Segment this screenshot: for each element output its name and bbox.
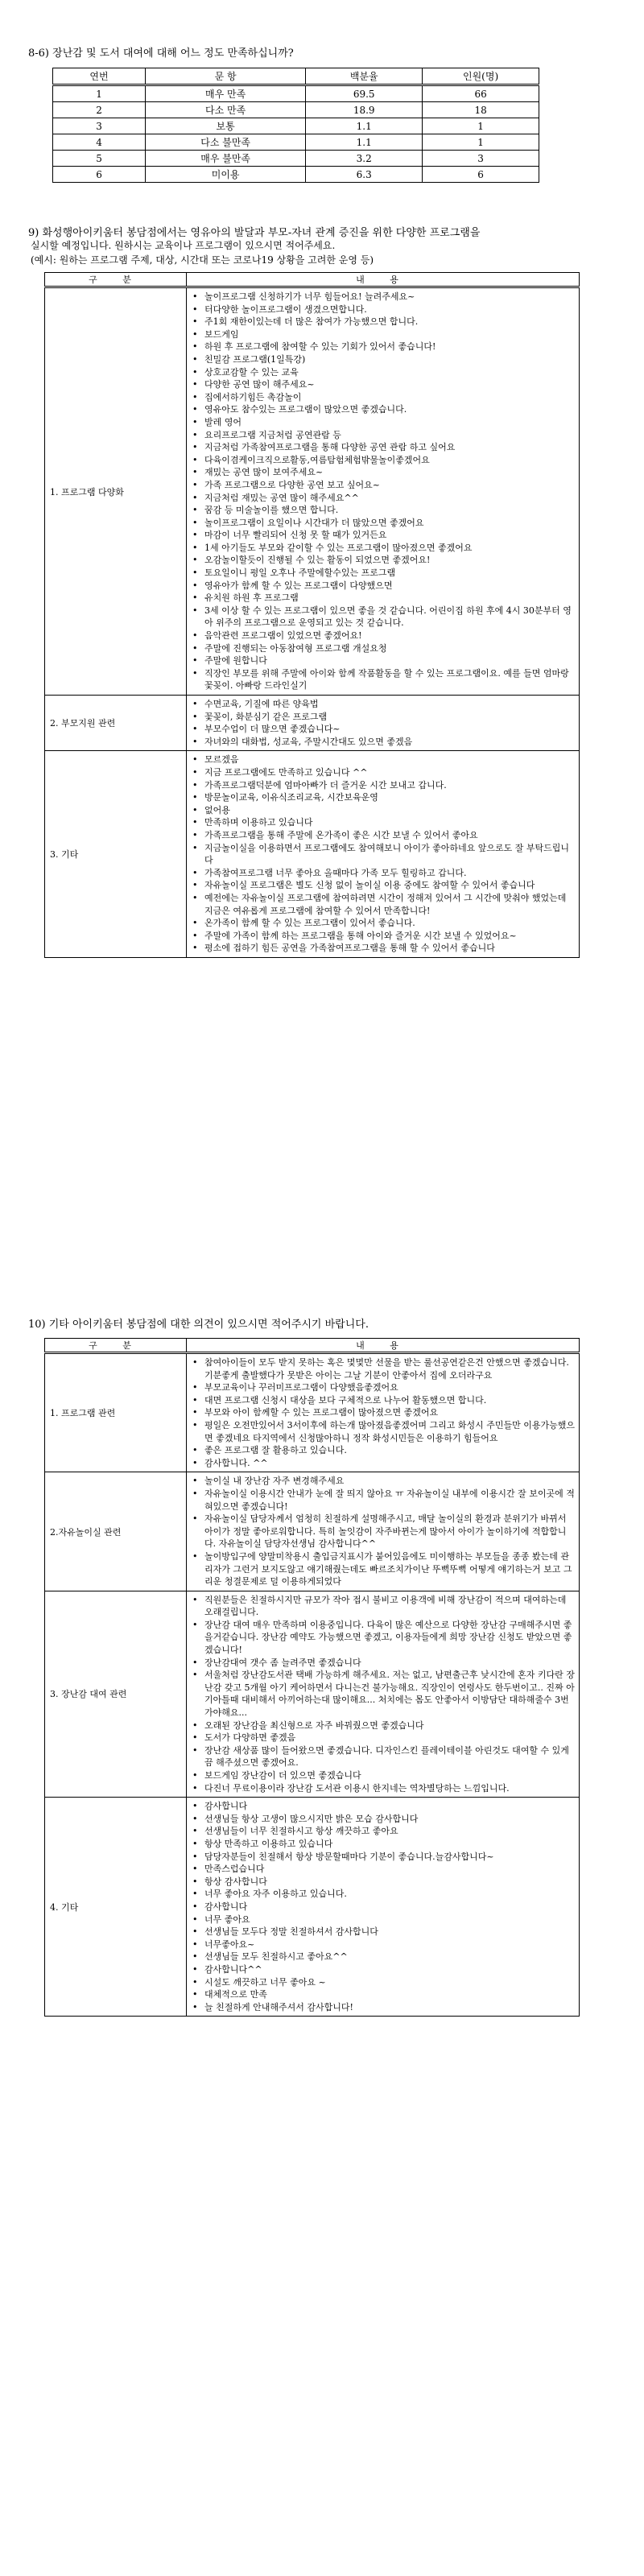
table-row — [45, 287, 580, 696]
col-header-content: 내 용 — [187, 273, 580, 287]
cell-percent: 69.5 — [306, 85, 423, 102]
list-item: • 보드게임 — [201, 328, 576, 341]
table-row — [53, 134, 539, 151]
list-item: • 선생님들이 너무 친절하시고 항상 깨끗하고 좋아요 — [201, 1825, 576, 1838]
list-item: • 영유아가 함께 할 수 있는 프로그램이 다양했으면 — [201, 580, 576, 592]
response-list — [190, 753, 576, 955]
list-item: • 재밌는 공연 많이 보여주세요~ — [201, 466, 576, 479]
list-item: • 대체적으로 만족 — [201, 1988, 576, 2001]
content-cell — [187, 1591, 580, 1798]
list-item: • 가족참여프로그램 너무 좋아요 올때마다 가족 모두 힐링하고 갑니다. — [201, 867, 576, 880]
list-item: • 1세 아기들도 부모와 같이할 수 있는 프로그램이 많아졌으면 좋겠어요 — [201, 542, 576, 555]
list-item: • 부모수업이 더 많으면 좋겠습니다~ — [201, 723, 576, 736]
q9-intro-line: 실시할 예정입니다. 원하시는 교육이나 프로그램이 있으시면 적어주세요. — [31, 240, 336, 251]
list-item: • 주말에 원합니다 — [201, 654, 576, 667]
list-item: • 직원분들은 친절하시지만 규모가 작아 접시 불비고 이용객에 비해 장난감이 적으며 대여하는데 오래걸립니다. — [201, 1594, 576, 1619]
q9-table-body — [45, 287, 580, 958]
list-item: • 가족프로그램덕분에 엄마아빠가 더 즐거운 시간 보내고 갑니다. — [201, 779, 576, 792]
cell-item: 다소 만족 — [146, 102, 306, 118]
q9-opinion-table — [44, 272, 580, 958]
list-item: • 선생님들 모두다 정말 친절하셔서 감사합니다 — [201, 1926, 576, 1938]
category-cell: 1. 프로그램 다양화 — [45, 287, 187, 696]
list-item: • 늘 친절하게 안내해주셔서 감사합니다! — [201, 2001, 576, 2014]
list-item: • 놀이방입구에 양말미착용시 출입금지표시가 붙어있음에도 미이행하는 부모들을 종종 봤는데 관리자가 그런거 보지도않고 얘기해줬는데도 빠르조치가이난 뚜뻑뚜뻑 어떻게 얘기하는거 보고 그리운 청결문제로 덜 이용하게되었다 — [201, 1550, 576, 1588]
list-item: • 수면교육, 기질에 따른 양육법 — [201, 698, 576, 711]
satisfaction-table — [52, 68, 539, 183]
table-row — [53, 85, 539, 102]
list-item: • 만족하며 이용하고 있습니다 — [201, 816, 576, 829]
cell-percent: 1.1 — [306, 134, 423, 151]
list-item: • 평일은 오전만있어서 3서이후에 하는개 많아졌음좋겠어며 그리고 화성시 주민들만 이용가능했으면 좋겠네요 타지역에서 신청많아하니 정작 화성시민들은 이용하기 힘들어요 — [201, 1419, 576, 1444]
list-item: • 장난감 새상품 많이 들어왔으면 좋겠습니다. 디자인스킨 플레이테이블 아린것도 대여할 수 있게끔 해주셨으면 좋겠어요. — [201, 1744, 576, 1769]
table-row — [53, 167, 539, 183]
list-item: • 꿈감 등 미술놀이를 했으면 합니다. — [201, 504, 576, 517]
list-item: • 주말에 가족이 함께 하는 프로그램을 통해 아이와 즐거운 시간 보낼 수 있었어요~ — [201, 930, 576, 943]
cell-item: 다소 불만족 — [146, 134, 306, 151]
list-item: • 요리프로그램 지금처럼 공연관람 등 — [201, 429, 576, 442]
list-item: • 영유아도 참수있는 프로그램이 많았으면 좋겠습니다. — [201, 403, 576, 416]
cell-item: 매우 불만족 — [146, 151, 306, 167]
list-item: • 유치원 하원 후 프로그램 — [201, 592, 576, 605]
list-item: • 좋은 프로그램 잘 활용하고 있습니다. — [201, 1444, 576, 1457]
list-item: • 도서가 다양하면 좋겠음 — [201, 1732, 576, 1744]
q9-intro — [31, 238, 626, 267]
category-cell: 3. 장난감 대여 관련 — [45, 1591, 187, 1798]
list-item: • 다육이겸케이크직으로활동,여름탐험체험밖물놀이좋겠어요 — [201, 454, 576, 467]
list-item: • 대면 프로그램 신청시 대상을 보다 구체적으로 나누어 활동했으면 합니다. — [201, 1394, 576, 1407]
response-list — [190, 1594, 576, 1795]
list-item: • 다양한 공연 많이 해주세요~ — [201, 378, 576, 391]
table-row — [45, 1591, 580, 1798]
cell-number: 6 — [53, 167, 146, 183]
table-row — [53, 118, 539, 134]
list-item: • 지금처럼 가족참여프로그램을 통해 다양한 공연 관람 하고 싶어요 — [201, 441, 576, 454]
list-item: • 장난감대여 갯수 좀 늘려주면 좋겠습니다 — [201, 1657, 576, 1670]
list-item: • 친밀감 프로그램(1일특강) — [201, 353, 576, 366]
category-cell: 2. 부모지원 관련 — [45, 696, 187, 751]
list-item: • 항상 만족하고 이용하고 있습니다 — [201, 1838, 576, 1851]
list-item: • 자녀와의 대화법, 성교육, 주말시간대도 있으면 좋겠음 — [201, 736, 576, 749]
table-row — [45, 696, 580, 751]
list-item: • 감사합니다 — [201, 1901, 576, 1913]
q9-title: 9) 화성행아이키움터 봉담점에서는 영유아의 발달과 부모-자녀 관계 증진을 위한 다양한 프로그램을 — [28, 227, 481, 239]
col-header-category: 구 분 — [45, 1339, 187, 1353]
list-item: • 서울처럼 장난감도서관 택배 가능하게 해주세요. 저는 없고, 남편출근후 낮시간에 혼자 키다란 장난감 갖고 5개월 아기 케어하면서 다니는건 불가능해요. 직장인이 연령사도 한두번이고.. 진짜 아기아틀때 대비해서 아끼어하는대 많이해요... 처치에는 몸도 안좋아서 이방담단 대하해줄수 3번 가야해요... — [201, 1669, 576, 1719]
list-item: • 놀이프로그램이 요일이나 시간대가 더 많았으면 좋겠어요 — [201, 517, 576, 530]
list-item: • 오감놀이할듯이 진행될 수 있는 활동이 되었으면 좋겠어요! — [201, 554, 576, 567]
list-item: • 시설도 깨끗하고 너무 좋아요 ~ — [201, 1976, 576, 1989]
list-item: • 지금 프로그램에도 만족하고 있습니다 ^^ — [201, 766, 576, 779]
list-item: • 지금놀이실을 이용하면서 프로그램에도 참여해보니 아이가 좋아하네요 앞으로도 잘 부탁드립니다 — [201, 842, 576, 867]
list-item: • 하원 후 프로그램에 참여할 수 있는 기회가 있어서 좋습니다! — [201, 341, 576, 353]
response-list — [190, 291, 576, 692]
col-header-number: 연번 — [53, 68, 146, 85]
q10-opinion-table — [44, 1338, 580, 2017]
cell-percent: 18.9 — [306, 102, 423, 118]
q10-title: 10) 기타 아이키움터 봉담점에 대한 의견이 있으시면 적어주시기 바랍니다. — [28, 1319, 369, 1331]
cell-item: 매우 만족 — [146, 85, 306, 102]
list-item: • 장난감 대여 매우 만족하며 이용중입니다. 다육이 많은 예산으로 다양한 장난감 구매해주시면 좋을거같습니다. 장난감 예약도 가능했으면 좋겠고, 이용자들에게 희망 장난감 신청도 받았으면 좋겠습니다! — [201, 1619, 576, 1657]
response-list — [190, 698, 576, 748]
cell-count: 1 — [423, 118, 539, 134]
cell-percent: 3.2 — [306, 151, 423, 167]
col-header-count: 인원(명) — [423, 68, 539, 85]
list-item: • 마감이 너무 빨리되어 신청 못 할 때가 있거든요 — [201, 529, 576, 542]
col-header-category: 구 분 — [45, 273, 187, 287]
list-item: • 주말에 진행되는 아동참여형 프로그램 개설요청 — [201, 642, 576, 655]
list-item: • 가족프로그램을 통해 주말에 온가족이 좋은 시간 보낼 수 있어서 좋아요 — [201, 829, 576, 842]
table-header-row — [53, 68, 539, 85]
table-header-row — [45, 273, 580, 287]
list-item: • 선생님들 모두 친절하시고 좋아요^^ — [201, 1951, 576, 1963]
category-cell: 2.자유놀이실 관련 — [45, 1472, 187, 1591]
category-cell: 3. 기타 — [45, 751, 187, 958]
content-cell — [187, 287, 580, 696]
list-item: • 자유놀이실 이용시간 안내가 눈에 잘 띄지 않아요 ㅠ 자유놀이실 내부에 이용시간 잘 보이곳에 적혀있으면 좋겠습니다! — [201, 1488, 576, 1513]
list-item: • 토요일이니 평일 오후나 주말에할수있는 프로그램 — [201, 567, 576, 580]
content-cell — [187, 1472, 580, 1591]
cell-percent: 1.1 — [306, 118, 423, 134]
list-item: • 오래된 장난감을 최신형으로 자주 바꿔줬으면 좋겠습니다 — [201, 1719, 576, 1732]
list-item: • 가족 프로그램으로 다양한 공연 보고 싶어요~ — [201, 479, 576, 492]
col-header-content: 내 용 — [187, 1339, 580, 1353]
category-cell: 1. 프로그램 관련 — [45, 1353, 187, 1472]
table-row — [45, 751, 580, 958]
list-item: • 없어용 — [201, 804, 576, 817]
col-header-percent: 백분율 — [306, 68, 423, 85]
list-item: • 너무좋아요~ — [201, 1938, 576, 1951]
list-item: • 음악관련 프로그램이 있었으면 좋겠어요! — [201, 630, 576, 642]
q8-title: 8-6) 장난감 및 도서 대여에 대해 어느 정도 만족하십니까? — [28, 47, 294, 60]
list-item: • 꽃꽂이, 화분심기 같은 프로그램 — [201, 711, 576, 724]
list-item: • 너무 좋아요 — [201, 1913, 576, 1926]
list-item: • 부모와 아이 함께할 수 있는 프로그램이 많아졌으면 좋겠어요 — [201, 1406, 576, 1419]
list-item: • 발레 영어 — [201, 416, 576, 429]
list-item: • 부모교육이나 꾸러미프로그램이 다양했음좋겠어요 — [201, 1381, 576, 1394]
list-item: • 감사합니다. ^^ — [201, 1457, 576, 1470]
cell-count: 66 — [423, 85, 539, 102]
cell-count: 6 — [423, 167, 539, 183]
list-item: • 보드게임 장난감이 더 있으면 좋겠습니다 — [201, 1769, 576, 1782]
table-row — [45, 1353, 580, 1472]
satisfaction-table-body — [53, 85, 539, 183]
list-item: • 집에서하기힘든 촉감놀이 — [201, 391, 576, 404]
cell-number: 3 — [53, 118, 146, 134]
list-item: • 자유놀이실 담당자께서 엄청히 친절하게 설명해주시고, 매달 놀이실의 환경과 분위기가 바뀌서 아이가 정말 좋아로워합니다. 특히 놀잇감이 자주바뀐는게 많아서 아이가 놀이하기에 적합합니다. 자유놀이실 담당자선생님 감사합니다^^ — [201, 1513, 576, 1550]
cell-count: 18 — [423, 102, 539, 118]
list-item: • 터다양한 놀이프로그램이 생겼으면합니다. — [201, 303, 576, 316]
list-item: • 자유놀이실 프로그램은 별도 신청 없이 놀이실 이용 중에도 참여할 수 있어서 좋습니다 — [201, 879, 576, 892]
list-item: • 직장인 부모를 위해 주말에 아이와 함께 작품활동을 할 수 있는 프로그램이요. 예를 들면 엄마랑 꽃꽂이. 아빠랑 드라인실기 — [201, 667, 576, 692]
cell-percent: 6.3 — [306, 167, 423, 183]
cell-number: 2 — [53, 102, 146, 118]
q9-intro-example: (예시: 원하는 프로그램 주제, 대상, 시간대 또는 코로나19 상황을 고려한 운영 등) — [31, 254, 374, 266]
cell-number: 5 — [53, 151, 146, 167]
list-item: • 선생님들 항상 고생이 많으시지만 밝은 모습 감사합니다 — [201, 1813, 576, 1826]
list-item: • 너무 좋아요 자주 이용하고 있습니다. — [201, 1888, 576, 1901]
cell-count: 3 — [423, 151, 539, 167]
list-item: • 놀이프로그램 신청하기가 너무 힘들어요! 늘려주세요~ — [201, 291, 576, 303]
list-item: • 항상 감사합니다 — [201, 1876, 576, 1889]
list-item: • 방문놀이교육, 이유식조리교육, 시간보육운영 — [201, 791, 576, 804]
list-item: • 상호교감할 수 있는 교육 — [201, 366, 576, 379]
table-row — [45, 1472, 580, 1591]
content-cell — [187, 751, 580, 958]
list-item: • 온가족이 함께 할 수 있는 프로그램이 있어서 좋습니다. — [201, 917, 576, 930]
list-item: • 3세 이상 할 수 있는 프로그램이 있으면 좋을 것 같습니다. 어린이집 하원 후에 4시 30분부터 영아 위주의 프로그램으로 운영되고 있는 것 같습니다. — [201, 605, 576, 630]
content-cell — [187, 696, 580, 751]
category-cell: 4. 기타 — [45, 1798, 187, 2017]
table-row — [53, 102, 539, 118]
cell-item: 미이용 — [146, 167, 306, 183]
list-item: • 주1회 재한이있는데 더 많은 참여가 가능했으면 합니다. — [201, 316, 576, 328]
list-item: • 모르겠음 — [201, 753, 576, 766]
list-item: • 다진너 무료이용이라 장난감 도서관 이용시 한지네는 역차별당하는 느낌입니다. — [201, 1782, 576, 1795]
table-row — [45, 1798, 580, 2017]
response-list — [190, 1800, 576, 2013]
list-item: • 담당자분들이 친절해서 항상 방문할때마다 기분이 좋습니다.늘감사합니다~ — [201, 1851, 576, 1864]
cell-number: 1 — [53, 85, 146, 102]
list-item: • 참여아이들이 모두 받지 못하는 혹은 몇몇만 선물을 받는 룰선공연같은건 안했으면 좋겠습니다. 기분좋게 출발했다가 못받은 아이는 그날 기분이 안좋아서 집에 오더라구요 — [201, 1356, 576, 1381]
cell-number: 4 — [53, 134, 146, 151]
list-item: • 놀이실 내 장난감 자주 변경해주세요 — [201, 1475, 576, 1488]
q10-table-body — [45, 1353, 580, 2017]
content-cell — [187, 1353, 580, 1472]
cell-count: 1 — [423, 134, 539, 151]
list-item: • 지금처럼 재밌는 공연 많이 해주세요^^ — [201, 492, 576, 505]
response-list — [190, 1475, 576, 1587]
table-header-row — [45, 1339, 580, 1353]
list-item: • 감사합니다^^ — [201, 1963, 576, 1976]
list-item: • 만족스럽습니다 — [201, 1863, 576, 1876]
content-cell — [187, 1798, 580, 2017]
table-row — [53, 151, 539, 167]
response-list — [190, 1356, 576, 1469]
list-item: • 평소에 접하기 힘든 공연을 가족참여프로그램을 통해 할 수 있어서 좋습니다 — [201, 942, 576, 955]
cell-item: 보통 — [146, 118, 306, 134]
list-item: • 감사합니다 — [201, 1800, 576, 1813]
list-item: • 예전에는 자유놀이실 프로그램에 참여하려면 시간이 정해져 있어서 그 시간에 맞춰야 했었는데 지금은 여유롭게 프로그램에 참여할 수 있어서 만족합니다! — [201, 892, 576, 917]
col-header-item: 문 항 — [146, 68, 306, 85]
